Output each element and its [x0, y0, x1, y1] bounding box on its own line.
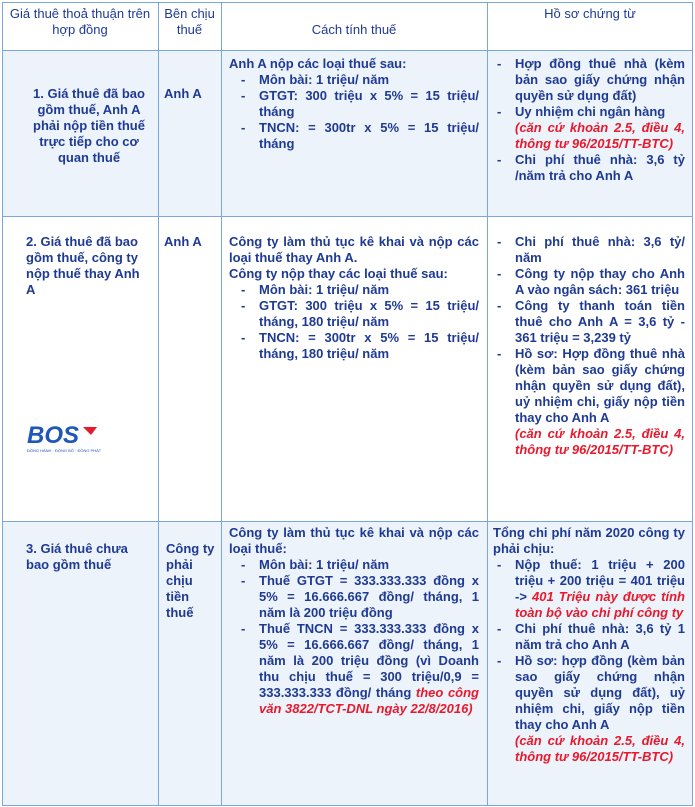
row2-col4-item: - Chi phí thuê nhà: 3,6 tỷ/ năm	[493, 234, 685, 266]
row3-col3-item: - Môn bài: 1 triệu/ năm	[237, 557, 479, 573]
grid-line	[487, 2, 488, 806]
row1-col3	[221, 50, 487, 216]
row3-col3-item	[237, 621, 479, 717]
row1-col4-item-text: Uy nhiệm chi ngân hàng	[515, 104, 666, 119]
row3-col3	[221, 521, 487, 805]
header-col3: Cách tính thuế	[221, 2, 487, 50]
row3-col4-list	[493, 557, 685, 765]
row3-col4-item	[493, 557, 685, 621]
row2-col1: 2. Giá thuê đã bao gồm thuế, công ty nộp thuế thay Anh A	[2, 216, 158, 521]
bos-logo-tagline: ĐỒNG HÀNH · ĐỒNG BỘ · ĐỒNG PHÁT	[27, 448, 102, 453]
row3-col3-intro: Công ty làm thủ tục kê khai và nộp các loại thuế:	[229, 525, 479, 556]
bos-logo-graphic	[25, 421, 125, 461]
grid-line	[692, 2, 693, 806]
row3-col4-item	[493, 653, 685, 765]
row3-col4-item-note: 401 Triệu này được tính toàn bộ vào chi phí công ty	[515, 589, 685, 620]
row1-col3-item: - Môn bài: 1 triệu/ năm	[237, 72, 479, 88]
row3-col4-intro: Tổng chi phí năm 2020 công ty phải chịu:	[493, 525, 685, 556]
row3-col1: 3. Giá thuê chưa bao gồm thuế	[2, 521, 158, 805]
row2-col3-item: - Môn bài: 1 triệu/ năm	[237, 282, 479, 298]
row3-col2: Công ty phải chịu tiền thuế	[158, 521, 221, 805]
grid-line	[2, 2, 3, 806]
bos-logo-accent-icon	[83, 427, 97, 435]
row1-col4-item: - Hợp đồng thuê nhà (kèm bản sao giấy chứng nhận quyền sử dụng đất)	[493, 56, 685, 104]
header-col2: Bên chịu thuế	[158, 2, 221, 50]
row1-col3-list	[229, 72, 479, 152]
row2-col4	[487, 216, 693, 521]
row2-col4-list	[493, 234, 685, 458]
row2-col3	[221, 216, 487, 521]
row3-col4-item-text: Hồ sơ: hợp đồng (kèm bản sao giấy chứng nhận quyền sử dụng đất), uỷ nhiệm chi, giấy nộp tiền thay cho Anh A	[515, 653, 685, 732]
row1-col1: 1. Giá thuê đã bao gồm thuế, Anh A phải nộp tiền thuế trực tiếp cho cơ quan thuế	[2, 50, 158, 216]
bos-logo	[25, 421, 125, 461]
row3-col4-item: - Chi phí thuê nhà: 3,6 tỷ 1 năm trả cho Anh A	[493, 621, 685, 653]
grid-line	[221, 2, 222, 806]
grid-line	[2, 2, 693, 3]
row2-col4-item: - Công ty nộp thay cho Anh A vào ngân sách: 361 triệu	[493, 266, 685, 298]
row3-col4	[487, 521, 693, 805]
header-col1: Giá thuê thoả thuận trên hợp đồng	[2, 2, 158, 50]
row2-col3-intro1: Công ty làm thủ tục kê khai và nộp các loại thuế thay Anh A.	[229, 234, 479, 265]
bos-logo-text: BOS	[27, 422, 80, 449]
row2-col4-legal-note: (căn cứ khoản 2.5, điều 4, thông tư 96/2015/TT-BTC)	[515, 426, 685, 457]
grid-line	[158, 2, 159, 806]
row3-col3-list	[229, 557, 479, 717]
grid-line	[2, 50, 693, 51]
row2-col4-item: - Công ty thanh toán tiền thuê cho Anh A = 3,6 tỷ - 361 triệu = 3,239 tỷ	[493, 298, 685, 346]
row2-col3-intro2: Công ty nộp thay các loại thuế sau:	[229, 266, 448, 281]
row3-col4-legal-note: (căn cứ khoản 2.5, điều 4, thông tư 96/2015/TT-BTC)	[515, 733, 685, 764]
row1-col4-item	[493, 104, 685, 152]
row1-col4	[487, 50, 693, 216]
row1-col4-legal-note: (căn cứ khoản 2.5, điều 4, thông tư 96/2015/TT-BTC)	[515, 120, 685, 151]
row3-col3-item: - Thuế GTGT = 333.333.333 đồng x 5% = 16.666.667 đồng/ tháng, 1 năm là 200 triệu đồng	[237, 573, 479, 621]
row1-col4-list	[493, 56, 685, 184]
row1-col4-item: - Chi phí thuê nhà: 3,6 tỷ /năm trả cho Anh A	[493, 152, 685, 184]
row2-col3-item: - TNCN: = 300tr x 5% = 15 triệu/ tháng, 180 triệu/ năm	[237, 330, 479, 362]
row3-col3-item-text: Thuế TNCN = 333.333.333 đồng x 5% = 16.666.667 đồng/ tháng, 1 năm là 200 triệu đồng (vì Doanh thu chịu thuế = 300 triệu/0,9 = 333.333.333 đồng/ tháng	[259, 621, 479, 700]
row2-col3-list	[229, 282, 479, 362]
header-col4: Hồ sơ chứng từ	[487, 2, 693, 50]
grid-line	[2, 521, 693, 522]
grid-line	[2, 216, 693, 217]
row1-col3-item: - GTGT: 300 triệu x 5% = 15 triệu/ tháng	[237, 88, 479, 120]
row1-col3-intro: Anh A nộp các loại thuế sau:	[229, 56, 407, 71]
row2-col2: Anh A	[158, 216, 221, 521]
grid-line	[2, 805, 693, 806]
row1-col2: Anh A	[158, 50, 221, 216]
row3-col3-legal-note: theo công văn 3822/TCT-DNL ngày 22/8/2016)	[259, 685, 479, 716]
row2-col4-item	[493, 346, 685, 458]
row2-col3-item: - GTGT: 300 triệu x 5% = 15 triệu/ tháng, 180 triệu/ năm	[237, 298, 479, 330]
row2-col4-item-text: Hồ sơ: Hợp đồng thuê nhà (kèm bản sao giấy chứng nhận quyền sử dụng đất), uỷ nhiệm chi, giấy nộp tiền thay cho Anh A	[515, 346, 685, 425]
row3-col4-item-text: Nộp thuế: 1 triệu + 200 triệu + 200 triệu = 401 triệu ->	[515, 557, 685, 604]
row1-col3-item: - TNCN: = 300tr x 5% = 15 triệu/ tháng	[237, 120, 479, 152]
